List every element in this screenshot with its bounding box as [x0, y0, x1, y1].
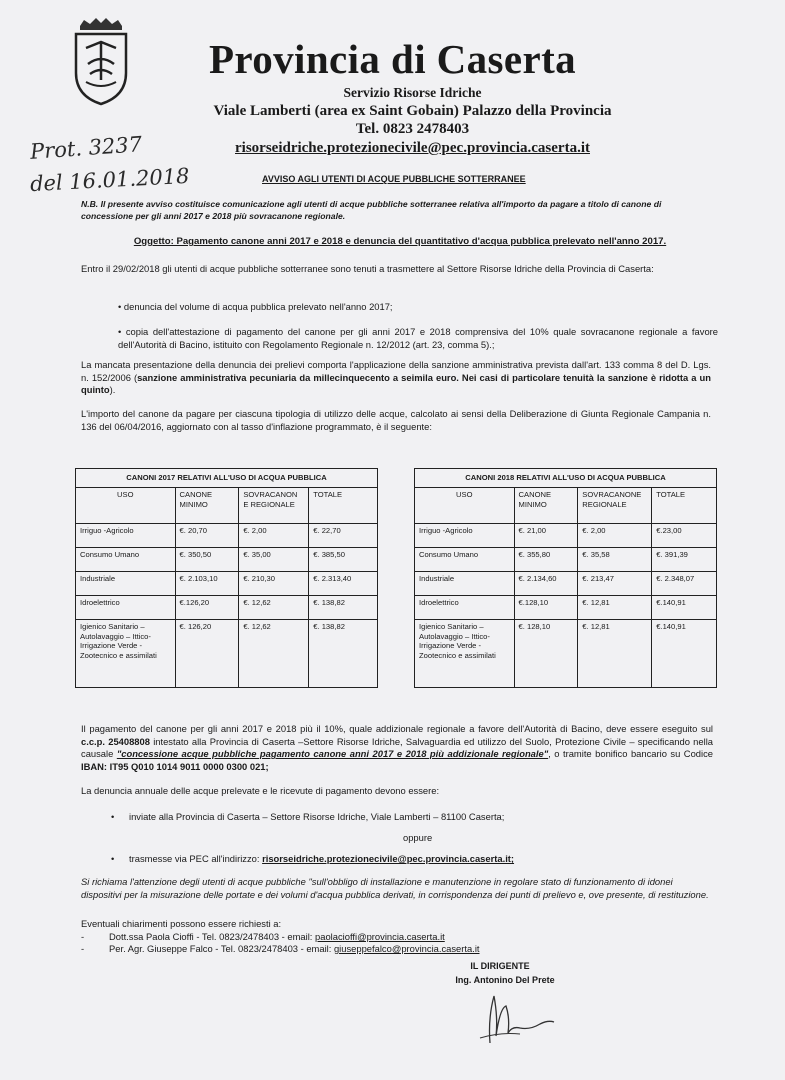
column-header: USO [76, 488, 176, 524]
table-cell: €. 35,00 [239, 548, 309, 572]
table-cell: €. 350,50 [175, 548, 239, 572]
table-cell: €.23,00 [652, 524, 717, 548]
contact-email-link[interactable]: paolacioffi@provincia.caserta.it [315, 931, 445, 942]
delivery-item-text: inviate alla Provincia di Caserta – Settore Risorse Idriche, Viale Lamberti – 81100 Caserta; [129, 811, 505, 822]
table-cell: €. 2,00 [239, 524, 309, 548]
table-cell: €. 391,39 [652, 548, 717, 572]
table-cell: €. 138,82 [309, 596, 378, 620]
delivery-item [111, 853, 721, 866]
column-header: CANONE MINIMO [514, 488, 578, 524]
table-cell: Irriguo -Agricolo [415, 524, 515, 548]
contacts-intro: Eventuali chiarimenti possono essere richiesti a: [81, 918, 282, 929]
table-cell: €. 2,00 [578, 524, 652, 548]
table-cell: Idroelettrico [415, 596, 515, 620]
column-header: USO [415, 488, 515, 524]
office-phone: Tel. 0823 2478403 [355, 121, 470, 137]
notice-heading: AVVISO AGLI UTENTI DI ACQUE PUBBLICHE SOTTERRANEE [262, 174, 526, 184]
subject-line: Oggetto: Pagamento canone anni 2017 e 2018 e denuncia del quantitativo d'acqua pubblica prelevato nell'anno 2017. [133, 236, 667, 247]
table-cell: Consumo Umano [76, 548, 176, 572]
table-cell: €.126,20 [175, 596, 239, 620]
table-cell: €. 12,62 [239, 620, 309, 688]
table-row [415, 620, 717, 688]
service-name: Servizio Risorse Idriche [343, 85, 482, 100]
table-cell: €.128,10 [514, 596, 578, 620]
table-cell: Consumo Umano [415, 548, 515, 572]
table-cell: €. 128,10 [514, 620, 578, 688]
table-cell: Irriguo -Agricolo [76, 524, 176, 548]
bullet-icon: • [111, 811, 115, 822]
reminder-paragraph: Si richiama l'attenzione degli utenti di acque pubbliche "sull'obbligo di installazione e manutenzione in regolare stato di funzionamento di idonei dispositivi per la misurazione delle portate e dei volumi d'acqua pubblica derivati, in corrispondenza dei punti di prelievo e, ove presente, di restituzione. [81, 876, 709, 900]
table-cell: Industriale [415, 572, 515, 596]
list-dash: - [81, 943, 85, 954]
table-cell: €.140,91 [652, 596, 717, 620]
table-cell: €.140,91 [652, 620, 717, 688]
table-cell: €. 12,81 [578, 620, 652, 688]
payment-text: , o tramite bonifico bancario su Codice [548, 748, 713, 759]
table-cell: €. 21,00 [514, 524, 578, 548]
sanction-bold-text: sanzione amministrativa pecuniaria da millecinquecento a seimila euro. Nei casi di particolare tenuità la sanzione è ridotta a un quinto [81, 371, 711, 395]
table-row [415, 524, 717, 548]
table-cell: €. 138,82 [309, 620, 378, 688]
table-title: CANONI 2018 RELATIVI ALL'USO DI ACQUA PUBBLICA [415, 469, 717, 488]
handwritten-protocol: Prot. 3237 [29, 132, 143, 164]
intro-paragraph: Entro il 29/02/2018 gli utenti di acque pubbliche sotterranee sono tenuti a trasmettere al Settore Risorse Idriche della Provincia di Caserta: [81, 263, 654, 274]
table-row [415, 596, 717, 620]
payment-paragraph [81, 723, 713, 773]
table-cell: €. 385,50 [309, 548, 378, 572]
signatory-role: IL DIRIGENTE [470, 961, 530, 971]
bullet-icon: • [111, 853, 115, 864]
bullet-item: • denuncia del volume di acqua pubblica prelevato nell'anno 2017; [118, 301, 393, 312]
signatory-name: Ing. Antonino Del Prete [455, 975, 555, 985]
table-cell: Igienico Sanitario – Autolavaggio – Ittico-Irrigazione Verde - Zootecnico e assimilati [415, 620, 515, 688]
iban-code: IBAN: IT95 Q010 1014 9011 0000 0300 021; [81, 760, 269, 772]
table-cell: €. 22,70 [309, 524, 378, 548]
table-row [76, 572, 378, 596]
table-cell: €. 2.134,60 [514, 572, 578, 596]
column-header: TOTALE [652, 488, 717, 524]
table-row [76, 596, 378, 620]
contact-item [81, 943, 711, 956]
table-row [76, 524, 378, 548]
table-row [76, 620, 378, 688]
table-cell: €. 12,62 [239, 596, 309, 620]
delivery-item-text: trasmesse via PEC all'indirizzo: [129, 853, 263, 864]
nb-note: N.B. Il presente avviso costituisce comunicazione agli utenti di acque pubbliche sotterranee relativa all'importo da pagare a titolo di canone di concessione per gli anni 2017 e 2018 più sovracanone regionale. [81, 199, 662, 221]
office-address: Viale Lamberti (area ex Saint Gobain) Palazzo della Provincia [213, 103, 612, 119]
sanction-paragraph [81, 359, 711, 397]
pec-email-link[interactable]: risorseidriche.protezionecivile@pec.provincia.caserta.it; [262, 853, 515, 864]
table-row [415, 548, 717, 572]
table-cell: €. 35,58 [578, 548, 652, 572]
payment-text: Il pagamento del canone per gli anni 2017 e 2018 più il 10%, quale addizionale regionale a favore dell'Autorità di Bacino, deve essere eseguito sul [81, 723, 713, 734]
table-cell: €. 2.348,07 [652, 572, 717, 596]
table-cell: €. 210,30 [239, 572, 309, 596]
table-cell: €. 12,81 [578, 596, 652, 620]
contact-text: Dott.ssa Paola Cioffi - Tel. 0823/2478403 - email: [109, 931, 316, 942]
sanction-text: La mancata presentazione della denuncia dei prelievi comporta l'applicazione della sanzione amministrativa prevista dall'art. 133 comma 8 del D. Lgs. n. 152/2006 ( [81, 359, 711, 383]
table-cell: €. 20,70 [175, 524, 239, 548]
delivery-item [111, 811, 721, 824]
column-header: SOVRACANON E REGIONALE [239, 488, 309, 524]
table-cell: €. 2.103,10 [175, 572, 239, 596]
table-title: CANONI 2017 RELATIVI ALL'USO DI ACQUA PUBBLICA [76, 469, 378, 488]
contact-text: Per. Agr. Giuseppe Falco - Tel. 0823/2478403 - email: [109, 943, 334, 954]
list-dash: - [81, 931, 85, 942]
table-cell: Industriale [76, 572, 176, 596]
delivery-or: oppure [403, 832, 433, 843]
fees-table-2018 [414, 468, 717, 688]
contact-email-link[interactable]: giuseppefalco@provincia.caserta.it [333, 943, 480, 954]
payment-text: intestato alla Provincia di Caserta –Settore Risorse Idriche, Salvaguardia ed utilizzo del Suolo, Protezione Civile – specificando nella causale [81, 735, 713, 759]
document-title: Provincia di Caserta [208, 36, 577, 82]
table-cell: Idroelettrico [76, 596, 176, 620]
table-cell: €. 2.313,40 [309, 572, 378, 596]
table-row [76, 548, 378, 572]
office-pec-email: risorseidriche.protezionecivile@pec.provincia.caserta.it [235, 140, 590, 156]
table-cell: €. 355,80 [514, 548, 578, 572]
table-cell: Igienico Sanitario – Autolavaggio – Ittico-Irrigazione Verde - Zootecnico e assimilati [76, 620, 176, 688]
delivery-intro: La denuncia annuale delle acque prelevate e le ricevute di pagamento devono essere: [81, 785, 440, 796]
postal-account: c.c.p. 25408808 [81, 735, 150, 747]
bullet-item: • copia dell'attestazione di pagamento del canone per gli anni 2017 e 2018 comprensiva del 10% quale sovracanone regionale a favore dell'Autorità di Bacino, istituito con Regolamento Regionale n. 12/2012 (art. 23, comma 5).; [118, 326, 718, 350]
handwritten-date: del 16.01.2018 [29, 163, 191, 197]
handwritten-signature [470, 988, 560, 1048]
column-header: CANONE MINIMO [175, 488, 239, 524]
table-cell: €. 126,20 [175, 620, 239, 688]
table-row [415, 572, 717, 596]
contact-item [81, 931, 711, 944]
payment-causale: "concessione acque pubbliche pagamento canone anni 2017 e 2018 più addizionale regionale" [116, 748, 549, 759]
fees-table-2017 [75, 468, 378, 688]
amount-intro-paragraph: L'importo del canone da pagare per ciascuna tipologia di utilizzo delle acque, calcolato ai sensi della Deliberazione di Giunta Regionale Campania n. 136 del 06/04/2016, aggiornato con al tasso d'inflazione programmato, è il seguente: [81, 408, 711, 432]
table-cell: €. 213,47 [578, 572, 652, 596]
sanction-text-end: ). [109, 384, 116, 395]
column-header: SOVRACANONE REGIONALE [578, 488, 652, 524]
column-header: TOTALE [309, 488, 378, 524]
